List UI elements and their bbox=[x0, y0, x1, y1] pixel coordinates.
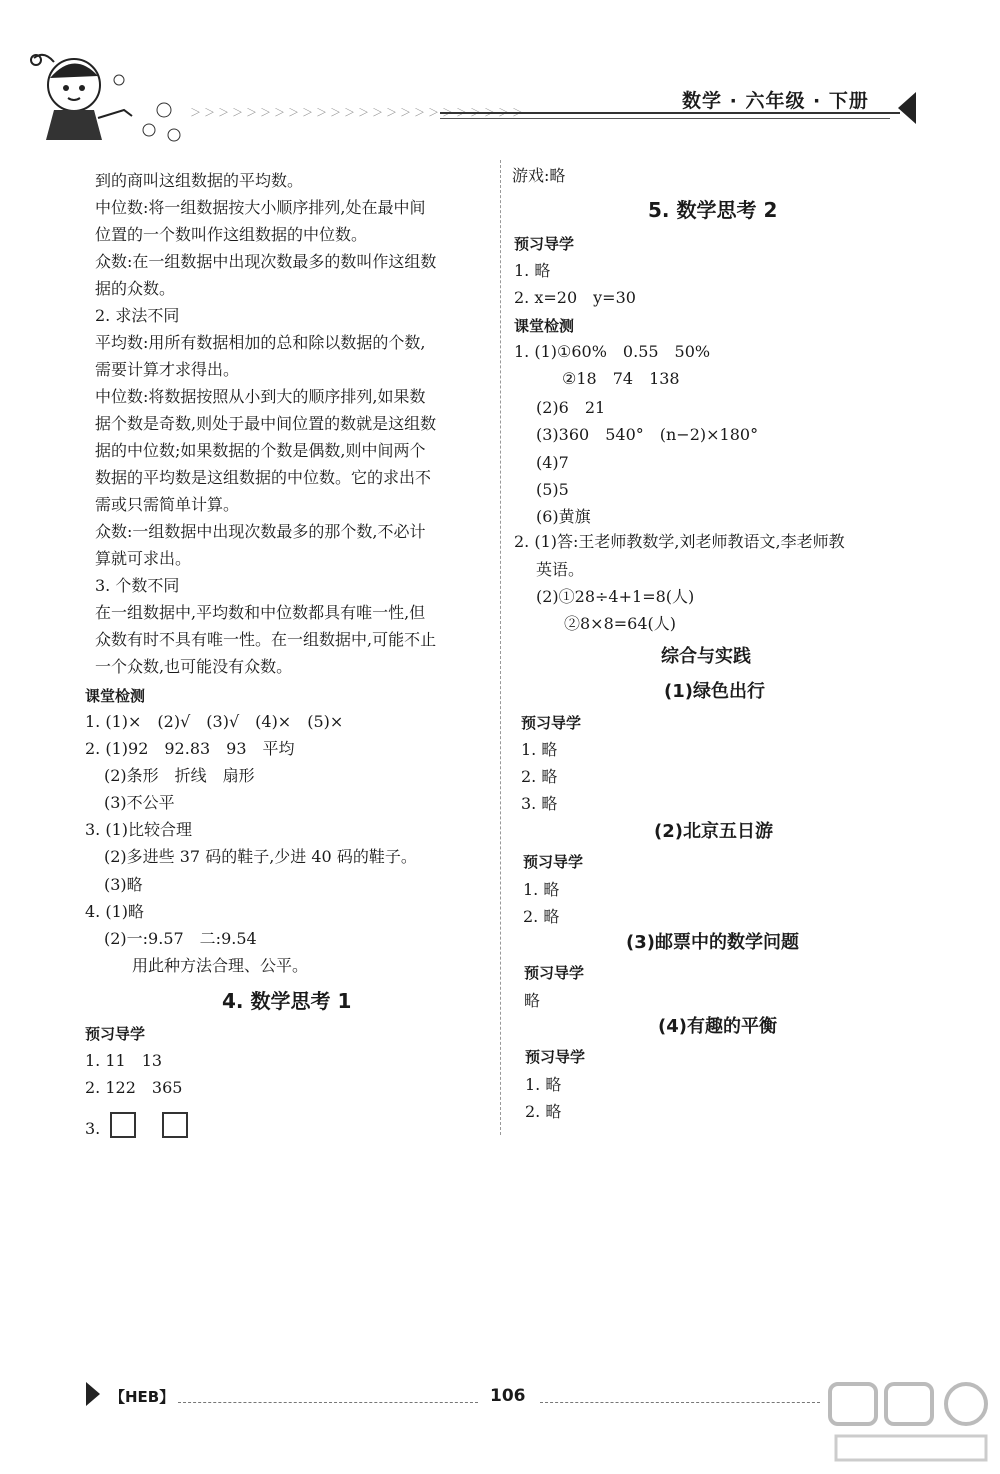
text-line: (2)6 21 bbox=[536, 398, 606, 417]
text-line: 据的中位数;如果数据的个数是偶数,则中间两个 bbox=[95, 441, 426, 460]
text-line: 3. 略 bbox=[521, 794, 558, 813]
text-line: (2)一:9.57 二:9.54 bbox=[104, 929, 257, 948]
text-line: 众数有时不具有唯一性。在一组数据中,可能不止 bbox=[95, 630, 437, 649]
text-line: (3)不公平 bbox=[104, 793, 175, 812]
section-label: 课堂检测 bbox=[85, 687, 146, 705]
text-line: (2)①28÷4+1=8(人) bbox=[536, 587, 695, 606]
text-line: 1. 略 bbox=[523, 880, 560, 899]
text-line: 2. 求法不同 bbox=[95, 306, 180, 325]
text-line: 1. (1)①60% 0.55 50% bbox=[514, 342, 711, 361]
section-label: 预习导学 bbox=[521, 714, 582, 732]
header-rule bbox=[440, 112, 900, 114]
text-line: 3. 个数不同 bbox=[95, 576, 180, 595]
section-label: 预习导学 bbox=[524, 964, 585, 982]
text-line: 1. (1)× (2)√ (3)√ (4)× (5)× bbox=[85, 712, 344, 731]
text-line: (2)条形 折线 扇形 bbox=[104, 766, 255, 785]
text-line: 需要计算才求得出。 bbox=[95, 360, 240, 379]
text-line: 游戏:略 bbox=[512, 166, 566, 185]
section-heading: 综合与实践 bbox=[661, 646, 751, 667]
text-line: 3. (1)比较合理 bbox=[85, 820, 193, 839]
page-number: 106 bbox=[490, 1386, 526, 1406]
section-label: 预习导学 bbox=[514, 235, 575, 253]
text-line: 需或只需简单计算。 bbox=[95, 495, 240, 514]
text-line: (2)多进些 37 码的鞋子,少进 40 码的鞋子。 bbox=[104, 847, 417, 866]
text-line: (3)略 bbox=[104, 875, 143, 894]
text-line: (4)7 bbox=[536, 453, 569, 472]
text-line: 2. 122 365 bbox=[85, 1078, 183, 1097]
answer-box bbox=[162, 1112, 188, 1138]
section-heading: (1)绿色出行 bbox=[664, 681, 765, 702]
text-line: 到的商叫这组数据的平均数。 bbox=[95, 171, 304, 190]
text-line: ②8×8=64(人) bbox=[564, 614, 677, 633]
section-heading: (3)邮票中的数学问题 bbox=[626, 932, 799, 953]
text-line: 英语。 bbox=[536, 560, 585, 579]
text-line: (5)5 bbox=[536, 480, 569, 499]
text-line: 据个数是奇数,则处于最中间位置的数就是这组数 bbox=[95, 414, 437, 433]
watermark-logo-icon bbox=[826, 1378, 996, 1468]
text-line: 用此种方法合理、公平。 bbox=[132, 956, 309, 975]
text-line: 2. (1)92 92.83 93 平均 bbox=[85, 739, 295, 758]
text-line: 2. 略 bbox=[521, 767, 558, 786]
text-line: 中位数:将一组数据按大小顺序排列,处在最中间 bbox=[95, 198, 426, 217]
section-label: 预习导学 bbox=[525, 1048, 586, 1066]
text-line: 在一组数据中,平均数和中位数都具有唯一性,但 bbox=[95, 603, 426, 622]
text-line: 4. (1)略 bbox=[85, 902, 145, 921]
footer-rule bbox=[178, 1402, 478, 1403]
text-line: 中位数:将数据按照从小到大的顺序排列,如果数 bbox=[95, 387, 426, 406]
header-decoration: ＞＞＞＞＞＞＞＞＞＞＞＞＞＞＞＞＞＞＞＞＞＞＞＞ bbox=[190, 106, 526, 119]
text-line: (3)360 540° (n−2)×180° bbox=[536, 425, 759, 444]
text-line: 平均数:用所有数据相加的总和除以数据的个数, bbox=[95, 333, 426, 352]
section-label: 课堂检测 bbox=[514, 317, 575, 335]
answer-box bbox=[110, 1112, 136, 1138]
text-line: 一个众数,也可能没有众数。 bbox=[95, 657, 293, 676]
text-line: 众数:一组数据中出现次数最多的那个数,不必计 bbox=[95, 522, 426, 541]
section-label: 预习导学 bbox=[85, 1025, 146, 1043]
text-line: 2. (1)答:王老师教数学,刘老师教语文,李老师教 bbox=[514, 532, 845, 551]
text-line: 2. 略 bbox=[525, 1102, 562, 1121]
text-line: 据的众数。 bbox=[95, 279, 176, 298]
text-line: 算就可求出。 bbox=[95, 549, 192, 568]
footer-arrow-icon bbox=[86, 1382, 100, 1406]
header-rule-thin bbox=[440, 118, 890, 119]
text-line: 1. 略 bbox=[521, 740, 558, 759]
text-line: 数据的平均数是这组数据的中位数。它的求出不 bbox=[95, 468, 432, 487]
text-line: 略 bbox=[524, 991, 541, 1010]
footer-rule bbox=[540, 1402, 820, 1403]
girl-watering-mascot-icon bbox=[14, 40, 194, 150]
section-heading: (2)北京五日游 bbox=[654, 821, 773, 842]
text-line: ②18 74 138 bbox=[562, 369, 680, 388]
text-line: 3. bbox=[85, 1119, 101, 1138]
page-header-title: 数学 · 六年级 · 下册 bbox=[682, 90, 869, 112]
text-line: (6)黄旗 bbox=[536, 507, 591, 526]
column-divider bbox=[500, 160, 501, 1135]
text-line: 2. 略 bbox=[523, 907, 560, 926]
header-arrow-icon bbox=[898, 92, 916, 124]
text-line: 2. x=20 y=30 bbox=[514, 288, 636, 307]
section-label: 预习导学 bbox=[523, 853, 584, 871]
text-line: 众数:在一组数据中出现次数最多的数叫作这组数 bbox=[95, 252, 437, 271]
section-heading: 4. 数学思考 1 bbox=[222, 989, 352, 1013]
text-line: 1. 略 bbox=[514, 261, 551, 280]
text-line: 1. 11 13 bbox=[85, 1051, 163, 1070]
section-heading: (4)有趣的平衡 bbox=[658, 1016, 777, 1037]
text-line: 位置的一个数叫作这组数据的中位数。 bbox=[95, 225, 368, 244]
section-heading: 5. 数学思考 2 bbox=[648, 198, 778, 222]
footer-tag: 【HEB】 bbox=[110, 1388, 175, 1406]
text-line: 1. 略 bbox=[525, 1075, 562, 1094]
